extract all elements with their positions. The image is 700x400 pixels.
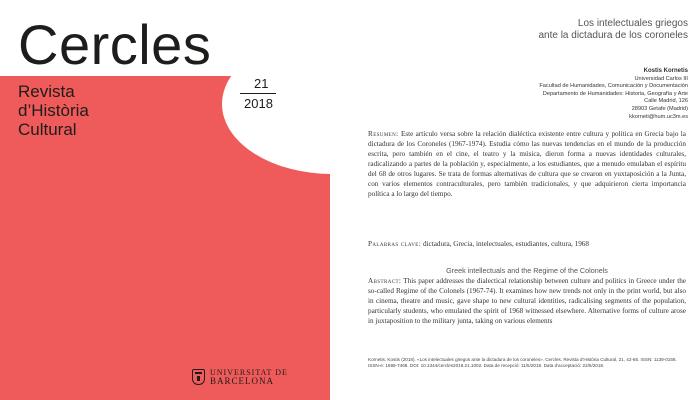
journal-subtitle-line-1: Revista (18, 82, 75, 101)
resumen-label: Resumen: (368, 130, 399, 138)
abstract-text: This paper addresses the dialectical relationship between culture and politics in Greece under the so-called Regime of the Colonels (1967-74). It examines how new trends not only in the print world, but also in cinema, theatre and music, gave shape to new cultural identities, radicalising segments of the population, particularly students, who emulated the spirit of 1968 witnessed elsewhere. Alternative forms of culture arose in juxtaposition to the military junta, taking on various elements (368, 277, 686, 325)
affiliation-line: Departamento de Humanidades: Historia, Geografía y Arte (542, 90, 688, 97)
issue-year: 2018 (244, 96, 273, 111)
journal-title: Cercles (18, 13, 212, 76)
journal-subtitle-line-2: d’Història (18, 101, 89, 120)
author-name: Kostis Kornetis (643, 68, 688, 74)
issue-divider (240, 93, 276, 94)
university-name-line-2: BARCELONA (210, 376, 275, 386)
article-page (368, 0, 688, 400)
citation-note: Kornetis, Kostis (2018). «Los intelectuales griegos ante la dictadura de los coroneles». Cercles. Revista d'Història Cultural, 21, 42-66. ISSN: 1139-0158. ISSN-e: 1699-7468. DOI: 10.1344/cercles2018.21.1002. Data de recepció: 11/5/2018. Data d'acceptació: 22/6/2018. (368, 357, 677, 369)
keywords-paragraph (368, 239, 686, 249)
article-title-line-2: ante la dictadura de los coroneles (538, 30, 688, 41)
university-logo (192, 368, 288, 386)
journal-subtitle (18, 82, 89, 139)
affiliation-line: Universidad Carlos III (634, 75, 688, 82)
keywords-text: dictadura, Grecia, intelectuales, estudiantes, cultura, 1968 (422, 240, 589, 248)
keywords-label: Palabras clave: (368, 240, 422, 248)
resumen-paragraph (368, 129, 686, 199)
university-seal-icon (192, 369, 205, 385)
article-title-line-1: Los intelectuales griegos (577, 18, 688, 29)
abstract-label: Abstract: (368, 277, 402, 285)
affiliation-line: 28903 Getafe (Madrid) (631, 105, 688, 112)
issue-number: 21 (254, 76, 269, 91)
article-title (538, 18, 688, 42)
journal-subtitle-line-3: Cultural (18, 120, 77, 139)
affiliation-line: Facultad de Humanidades, Comunicación y Documentación (539, 83, 688, 90)
english-title: Greek intellectuals and the Regime of the Colonels (446, 266, 608, 275)
author-email: kkorneti@hum.uc3m.es (629, 113, 688, 120)
author-block (448, 68, 688, 121)
abstract-paragraph (368, 276, 686, 326)
resumen-text: Este artículo versa sobre la relación dialéctica existente entre cultura y política en Grecia bajo la dictadura de los Coroneles (1967-1974). Estudia cómo las nuevas tendencias en el mundo de la producción escrita, pero también en el cine, el teatro y la música, dieron forma a nuevas identidades culturales, radicalizando a partes de la población y, especialmente, a los estudiantes, que a menudo emulaban el espíritu del 68 de otros lugares. Se trata de formas alternativas de cultura que se crearon en yuxtaposición a la Junta, con varios elementos contraculturales, pero también tradicionales, y que adquirieron cierta importancia política a lo largo del tiempo. (368, 130, 686, 198)
university-name-line-1: UNIVERSITAT DE (210, 368, 288, 377)
affiliation-line: Calle Madrid, 126 (644, 98, 688, 105)
university-name (210, 368, 288, 386)
journal-cover (0, 0, 330, 400)
